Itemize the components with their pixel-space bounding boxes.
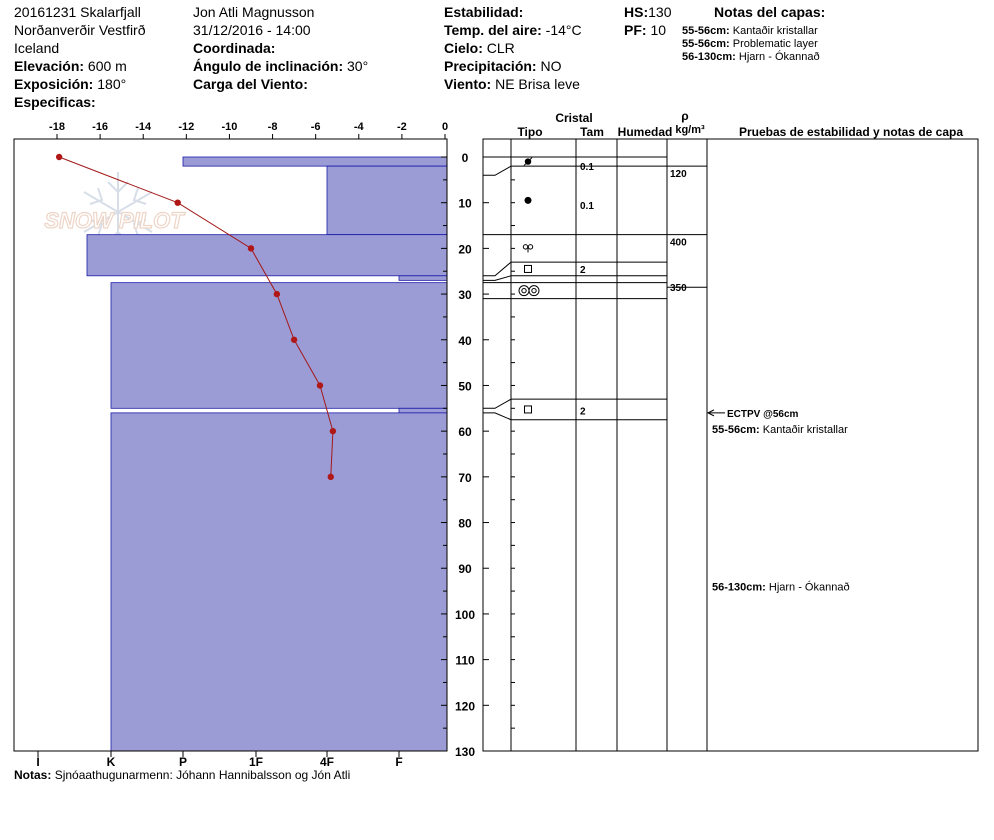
grain-size-1: 0.1 <box>580 162 594 174</box>
temp-tick-label-9: 0 <box>441 121 449 133</box>
wind: Viento: NE Brisa leve <box>444 76 580 92</box>
depth-tick-label-1: 10 <box>458 196 472 211</box>
coordinate-label: Coordinada: <box>193 40 276 56</box>
temp-tick-label-0: -18 <box>49 121 65 133</box>
watermark-text: SNOW PILOT <box>44 208 184 233</box>
hardness-bar-5 <box>111 283 447 409</box>
melt-forms-icon-a-inner <box>522 288 526 292</box>
layer-connector-7 <box>483 399 511 408</box>
depth-tick-label-13: 130 <box>454 745 476 759</box>
table-note-label-1: 55-56cm: <box>712 423 763 436</box>
profile-table-frame <box>483 139 978 751</box>
temperature-point-4 <box>274 291 280 297</box>
faceted-icon <box>525 265 532 272</box>
layer-note-1: 55-56cm: Kantaðir kristallar <box>682 25 818 37</box>
depth-tick-label-9: 90 <box>458 562 472 577</box>
melt-forms-icon-b-inner <box>532 288 536 292</box>
hardness-bar-6 <box>399 408 447 413</box>
hardness-tick-label-5: F <box>395 755 403 769</box>
temp-tick-label-2: -14 <box>135 121 152 133</box>
grain-size-4: 2 <box>580 406 586 418</box>
grain-size-2: 0.1 <box>580 200 594 212</box>
layer-connector-1 <box>483 166 511 175</box>
footer-notes: Notas: Sjnóaathugunarmenn: Jóhann Hannibalsson og Jón Atli <box>14 768 351 782</box>
test-result: ECTPV @56cm <box>727 408 799 420</box>
datetime: 31/12/2016 - 14:00 <box>193 22 311 38</box>
tests-header: Pruebas de estabilidad y notas de capa <box>738 125 964 139</box>
temperature-point-8 <box>328 474 334 480</box>
table-texts <box>580 162 850 593</box>
type-header: Tipo <box>517 125 543 139</box>
hardness-bar-4 <box>399 276 447 281</box>
temperature-point-3 <box>248 245 254 251</box>
layer-connector-3 <box>483 262 511 276</box>
depth-tick-label-11: 110 <box>455 653 475 668</box>
temp-tick-label-1: -16 <box>92 121 109 133</box>
hardness-tick-label-2: P <box>178 755 188 769</box>
hardness-tick-label-0: I <box>36 755 40 769</box>
depth-tick-label-2: 20 <box>458 242 472 257</box>
melt-forms-icon-a <box>519 286 529 296</box>
hardness-bar-7 <box>111 413 447 751</box>
temperature-point-7 <box>330 428 336 434</box>
temp-tick-label-8: -2 <box>396 121 407 133</box>
depth-tick-label-0: 0 <box>461 151 469 165</box>
size-header: Tam <box>580 125 604 139</box>
temperature-point-5 <box>291 337 297 343</box>
grain-type-symbols <box>519 158 539 413</box>
precipitation: Precipitación: NO <box>444 58 562 74</box>
hardness-tick-label-4: 4F <box>319 755 335 769</box>
layer-connector-8 <box>483 413 511 420</box>
depth-tick-label-12: 120 <box>454 699 476 714</box>
exposure: Exposición: 180° <box>14 76 127 92</box>
density-value-1: 120 <box>670 168 687 180</box>
layer-note-3: 56-130cm: Hjarn - Ókannað <box>682 51 820 63</box>
country: Iceland <box>14 40 60 56</box>
temp-tick-label-6: -6 <box>310 121 321 133</box>
hardness-tick-label-1: K <box>106 755 116 769</box>
air-temp: Temp. del aire: -14°C <box>444 22 582 38</box>
hardness-tick-label-3: 1F <box>248 755 264 769</box>
depth-tick-label-4: 40 <box>458 333 472 348</box>
temperature-point-1 <box>56 154 62 160</box>
rounded-icon <box>525 197 532 204</box>
grain-size-3: 2 <box>580 264 586 276</box>
temperature-axis <box>49 121 448 139</box>
layer-note-2: 55-56cm: Problematic layer <box>682 38 818 50</box>
stability-label: Estabilidad: <box>444 4 524 20</box>
hs: HS:130 <box>624 4 672 20</box>
temperature-point-2 <box>175 199 181 205</box>
crystal-header: Cristal <box>555 111 593 125</box>
moisture-header: Humedad <box>617 125 673 139</box>
depth-tick-label-10: 100 <box>454 607 476 622</box>
depth-tick-label-5: 50 <box>458 379 472 394</box>
depth-axis <box>441 151 515 759</box>
hardness-bar-3 <box>87 235 447 276</box>
hardness-bar-2 <box>327 166 447 235</box>
temp-tick-label-5: -8 <box>267 121 278 133</box>
temp-tick-label-7: -4 <box>353 121 364 133</box>
density-value-3: 350 <box>670 283 687 295</box>
table-note-label-2: 56-130cm: <box>712 581 769 594</box>
sky: Cielo: CLR <box>444 40 515 56</box>
hardness-bar-1 <box>183 157 447 166</box>
melt-forms-icon-b <box>529 286 539 296</box>
density-unit: kg/m³ <box>675 124 705 136</box>
depth-tick-label-6: 60 <box>458 425 472 440</box>
table-note-1 <box>712 424 848 436</box>
table-note-text-1: Kantaðir kristallar <box>762 423 848 436</box>
observer: Jon Atli Magnusson <box>193 4 315 20</box>
layer-connector-4 <box>483 276 511 281</box>
graupel-icon-b <box>528 245 532 249</box>
temp-tick-label-3: -12 <box>178 121 195 133</box>
specifics-label: Especificas: <box>14 94 96 110</box>
faceted-icon <box>525 406 532 413</box>
slope: Ángulo de inclinación: 30° <box>193 58 369 74</box>
temperature-point-6 <box>317 382 323 388</box>
depth-tick-label-3: 30 <box>458 288 472 303</box>
date-location: 20161231 Skalarfjall <box>14 4 141 20</box>
table-note-text-2: Hjarn - Ókannað <box>768 581 850 594</box>
temp-tick-label-4: -10 <box>221 121 238 133</box>
pf: PF: 10 <box>624 22 667 38</box>
depth-tick-label-7: 70 <box>458 470 472 485</box>
depth-tick-label-8: 80 <box>458 516 472 531</box>
wind-load-label: Carga del Viento: <box>193 76 308 92</box>
density-value-2: 400 <box>670 237 687 249</box>
table-note-2 <box>712 581 850 594</box>
layer-notes-title: Notas del capas: <box>714 4 826 20</box>
graupel-icon-a <box>523 245 527 249</box>
hardness-bars <box>87 157 447 751</box>
region: Norðanverðir Vestfirð <box>14 22 146 38</box>
elevation: Elevación: 600 m <box>14 58 127 74</box>
table-columns <box>511 139 707 751</box>
rho-header: ρ <box>681 109 689 123</box>
